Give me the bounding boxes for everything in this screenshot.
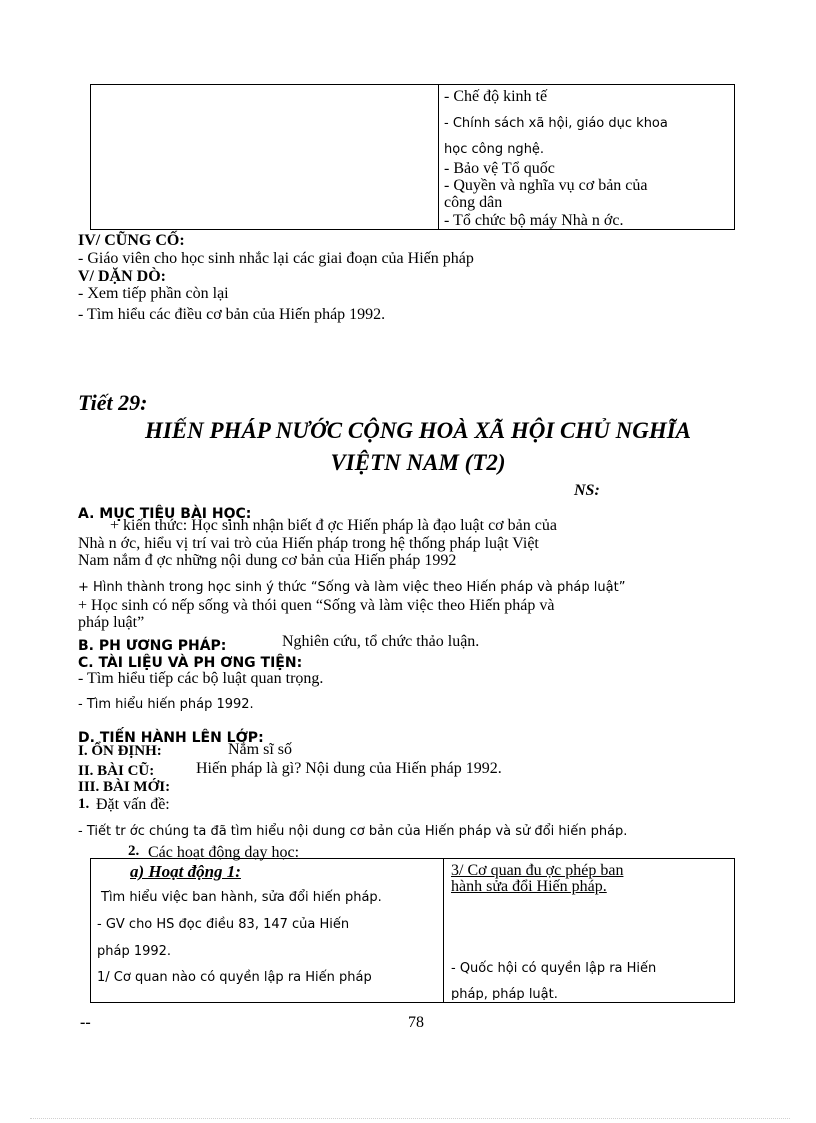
phuong-phap-heading: B. PH ƯƠNG PHÁP: xyxy=(78,638,227,654)
muc-tieu-heading: A. MỤC TIÊU BÀI HỌC: xyxy=(78,506,252,522)
top-table-item: - Bảo vệ Tổ quốc xyxy=(444,160,555,177)
activity-right-heading-line2: hành sửa đổi Hiến pháp. xyxy=(451,878,607,895)
footer-dash: -- xyxy=(80,1014,91,1031)
page-number: 78 xyxy=(408,1014,424,1031)
activity-line: - GV cho HS đọc điều 83, 147 của Hiến xyxy=(97,917,350,932)
page-title: HIẾN PHÁP NƯỚC CỘNG HOÀ XÃ HỘI CHỦ NGHĨA xyxy=(144,418,692,443)
activity-line: 1/ Cơ quan nào có quyền lập ra Hiến pháp xyxy=(97,970,372,985)
on-dinh-text: Nắm sĩ số xyxy=(228,741,292,758)
tien-hanh-heading: D. TIẾN HÀNH LÊN LỚP: xyxy=(78,730,264,746)
activity-line: Tìm hiểu việc ban hành, sửa đổi hiến pháp. xyxy=(101,890,382,905)
bai-moi-label: III. BÀI MỚI: xyxy=(78,779,171,795)
top-table-item: - Chế độ kinh tế xyxy=(444,88,548,105)
bai-cu-text: Hiến pháp là gì? Nội dung của Hiến pháp 1992. xyxy=(196,760,502,777)
dan-do-heading: V/ DẶN DÒ: xyxy=(78,268,166,285)
top-table-divider xyxy=(438,84,439,229)
top-table-item: - Chính sách xã hội, giáo dục khoa xyxy=(444,116,668,131)
top-table-item: - Tổ chức bộ máy Nhà n ớc. xyxy=(444,212,624,229)
cung-co-line: - Giáo viên cho học sinh nhắc lại các giai đoạn của Hiến pháp xyxy=(78,250,474,267)
muc-tieu-line: pháp luật” xyxy=(78,614,145,631)
activity-right-heading: 3/ Cơ quan đu ợc phép ban xyxy=(451,862,624,879)
top-table xyxy=(90,84,735,230)
activity-table-divider xyxy=(443,858,444,1002)
tai-lieu-line: - Tìm hiểu hiến pháp 1992. xyxy=(78,697,254,712)
top-table-item: công dân xyxy=(444,194,503,211)
lesson-number: Tiết 29: xyxy=(78,390,148,415)
item2-number: 2. xyxy=(128,843,140,859)
intro-text: - Tiết tr ớc chúng ta đã tìm hiểu nội dung cơ bản của Hiến pháp và sử đổi hiến pháp. xyxy=(78,824,628,839)
page-title-line2: VIỆTN NAM (T2) xyxy=(330,450,506,475)
muc-tieu-line: Nam nắm đ ợc những nội dung cơ bản của Hiến pháp 1992 xyxy=(78,552,457,569)
cung-co-heading: IV/ CŨNG CỐ: xyxy=(78,232,185,249)
muc-tieu-line: + kiến thức: Học sinh nhận biết đ ợc Hiến pháp là đạo luật cơ bản của xyxy=(110,517,557,534)
muc-tieu-line: Nhà n ớc, hiểu vị trí vai trò của Hiến pháp trong hệ thống pháp luật Việt xyxy=(78,535,539,552)
item2-text: Các hoạt động dạy học: xyxy=(148,844,300,861)
page-bottom-rule xyxy=(30,1118,790,1119)
activity-line: pháp 1992. xyxy=(97,944,172,959)
muc-tieu-line: + Học sinh có nếp sống và thói quen “Sống và làm việc theo Hiến pháp và xyxy=(78,597,555,614)
top-table-item: học công nghệ. xyxy=(444,142,545,157)
activity-heading: a) Hoạt động 1: xyxy=(130,862,241,881)
dan-do-line: - Xem tiếp phần còn lại xyxy=(78,285,229,302)
bai-cu-label: II. BÀI CŨ: xyxy=(78,763,155,779)
dan-do-line: - Tìm hiểu các điều cơ bản của Hiến pháp 1992. xyxy=(78,306,386,323)
tai-lieu-line: - Tìm hiểu tiếp các bộ luật quan trọng. xyxy=(78,670,324,687)
activity-right-line: pháp, pháp luật. xyxy=(451,987,558,1000)
tai-lieu-heading: C. TÀI LIỆU VÀ PH ƠNG TIỆN: xyxy=(78,655,303,671)
item1-number: 1. xyxy=(78,796,90,812)
muc-tieu-line: + Hình thành trong học sinh ý thức “Sống và làm việc theo Hiến pháp và pháp luật” xyxy=(78,580,626,595)
top-table-item: - Quyền và nghĩa vụ cơ bản của xyxy=(444,177,648,194)
on-dinh-label: I. ỔN ĐỊNH: xyxy=(78,743,162,759)
item1-text: Đặt vấn đề: xyxy=(96,796,170,813)
phuong-phap-text: Nghiên cứu, tổ chức thảo luận. xyxy=(282,633,480,650)
ns-label: NS: xyxy=(574,482,600,499)
activity-right-line: - Quốc hội có quyền lập ra Hiến xyxy=(451,961,657,976)
